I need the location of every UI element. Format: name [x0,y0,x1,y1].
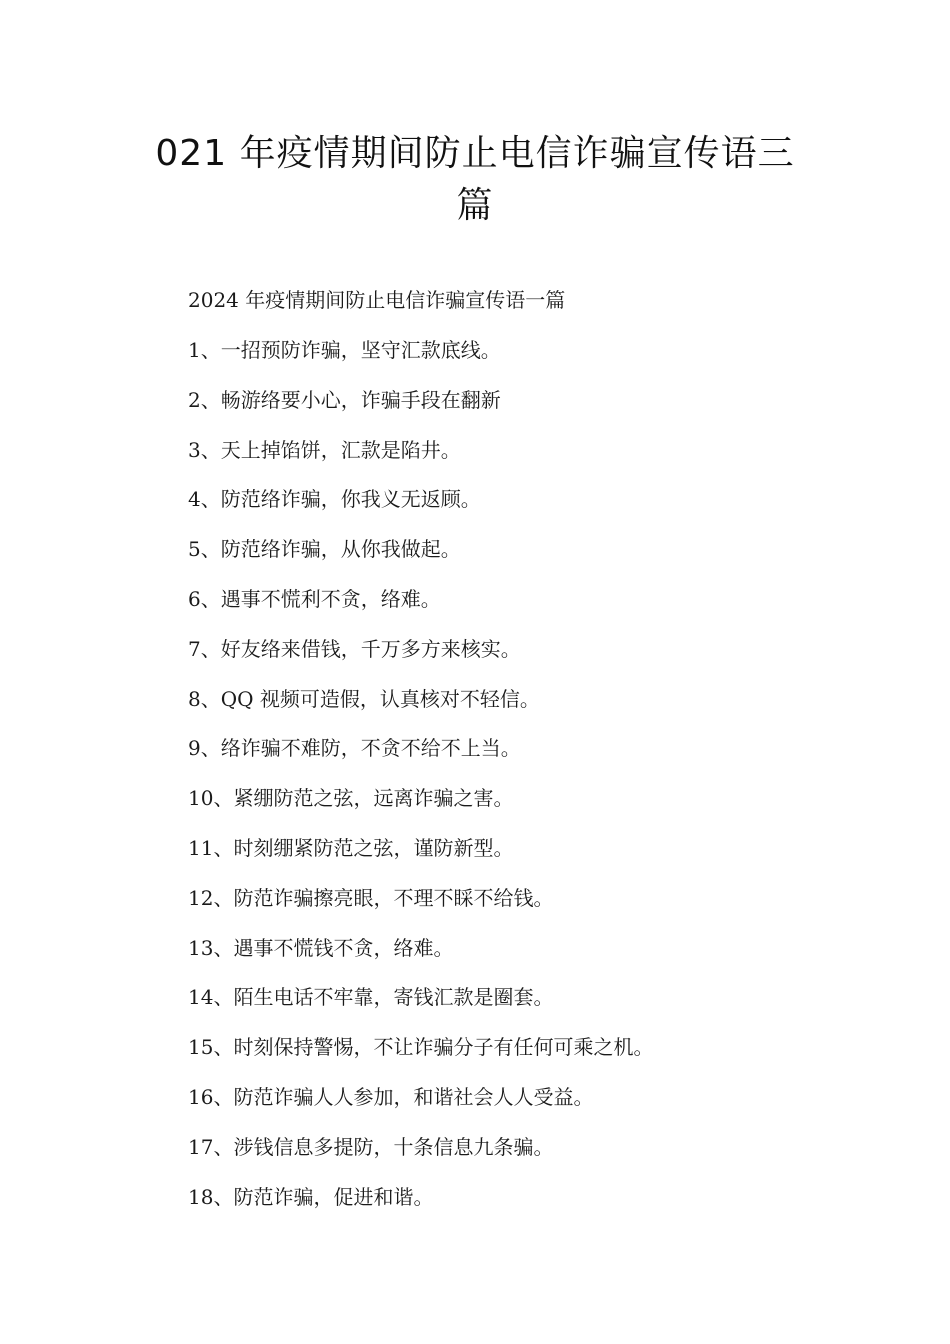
slogan-item: 15、时刻保持警惕，不让诈骗分子有任何可乘之机。 [188,1035,654,1060]
slogan-item: 4、防范络诈骗，你我义无返顾。 [188,487,481,512]
slogan-item: 6、遇事不慌利不贪，络难。 [188,586,441,611]
slogan-item: 8、QQ 视频可造假，认真核对不轻信。 [188,686,540,711]
document-title [120,128,830,232]
document-title-line-1: 021 年疫情期间防止电信诈骗宣传语三 [155,133,795,174]
slogan-item: 3、天上掉馅饼，汇款是陷井。 [188,437,461,462]
slogan-item: 7、好友络来借钱，千万多方来核实。 [188,636,521,661]
slogan-item: 12、防范诈骗擦亮眼，不理不睬不给钱。 [188,885,554,910]
slogan-item: 11、时刻绷紧防范之弦，谨防新型。 [188,835,514,860]
slogan-item: 5、防范络诈骗，从你我做起。 [188,537,461,562]
slogan-item: 1、一招预防诈骗，坚守汇款底线。 [188,338,501,362]
slogan-item: 16、防范诈骗人人参加，和谐社会人人受益。 [188,1084,594,1109]
slogan-item: 18、防范诈骗，促进和谐。 [188,1184,434,1209]
slogan-item: 2、畅游络要小心，诈骗手段在翻新 [188,387,501,412]
slogan-item: 14、陌生电话不牢靠，寄钱汇款是圈套。 [188,985,554,1010]
slogan-item: 10、紧绷防范之弦，远离诈骗之害。 [188,786,514,811]
slogan-list [188,335,653,1231]
slogan-item: 9、络诈骗不难防，不贪不给不上当。 [188,736,521,761]
document-title-line-2: 篇 [456,185,494,226]
slogan-item: 17、涉钱信息多提防，十条信息九条骗。 [188,1134,554,1159]
slogan-item: 13、遇事不慌钱不贪，络难。 [188,935,454,960]
section-heading: 2024 年疫情期间防止电信诈骗宣传语一篇 [188,288,566,312]
